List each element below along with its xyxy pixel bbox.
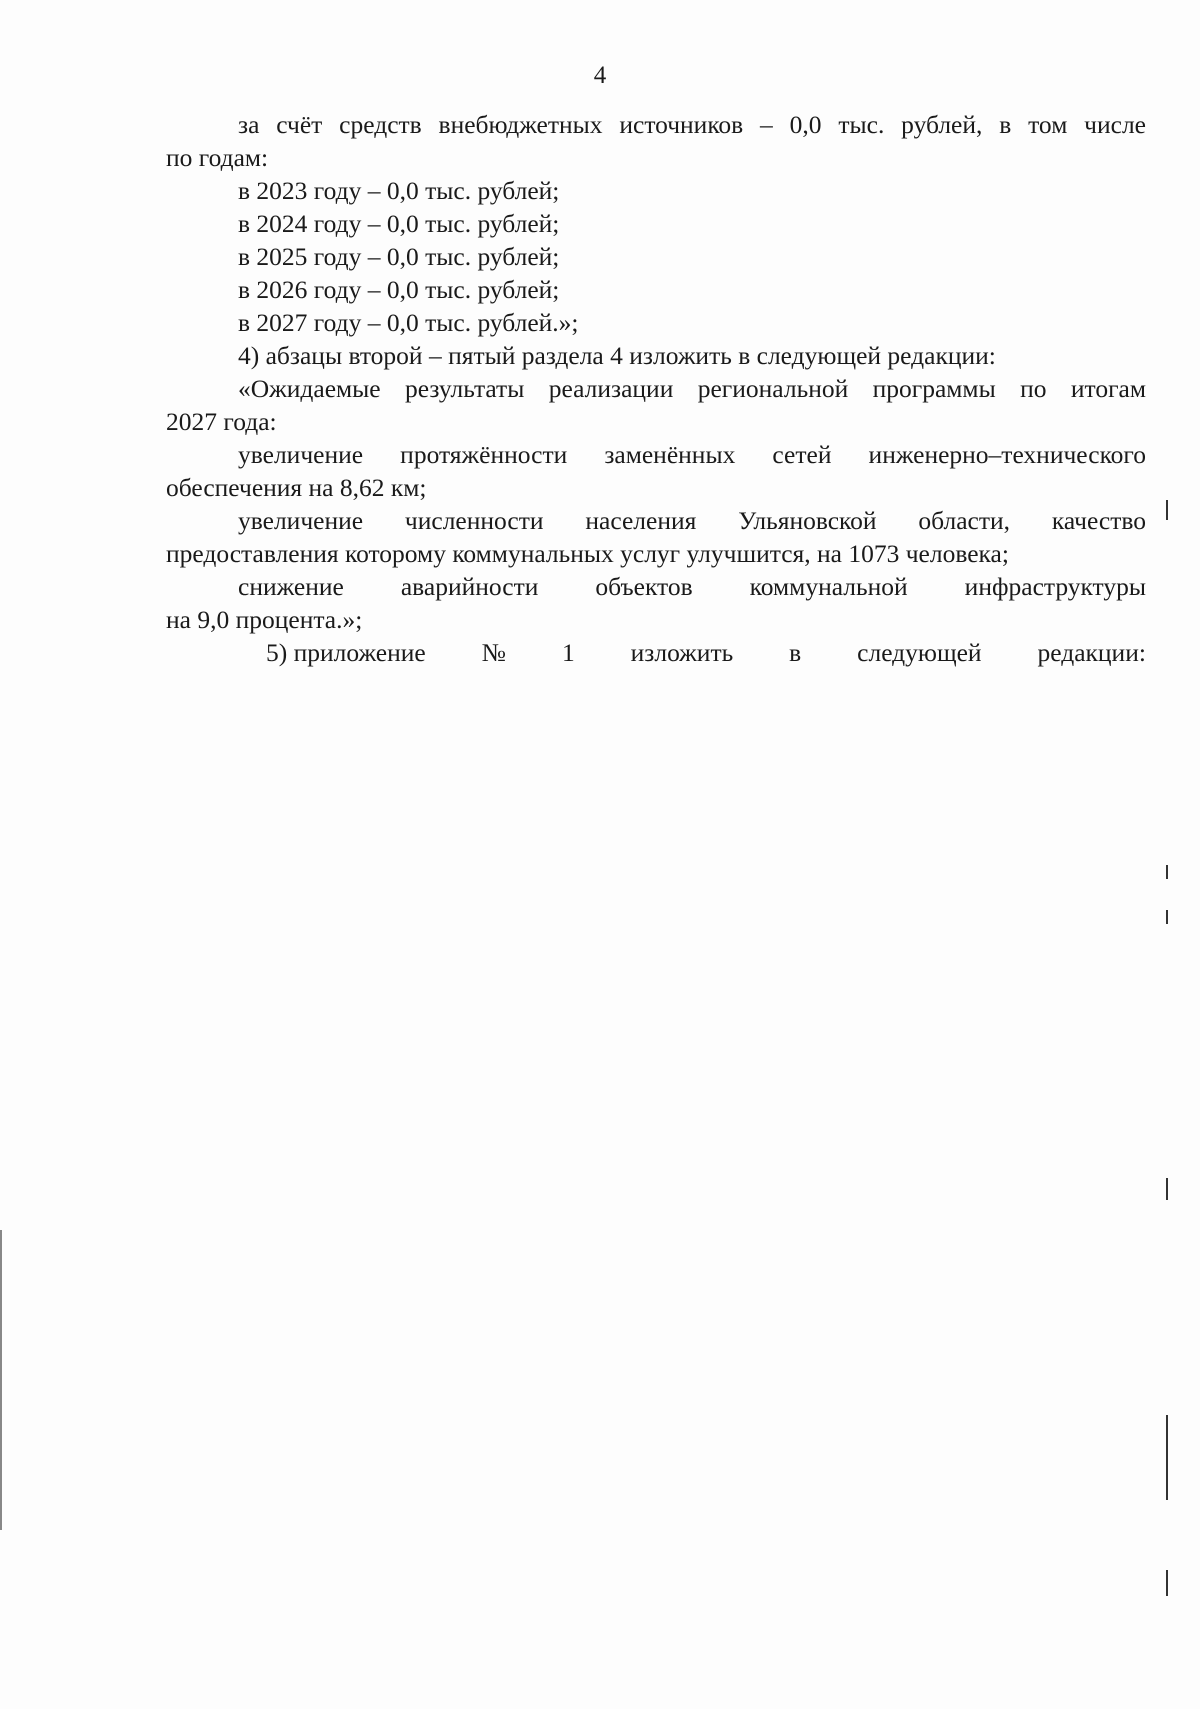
accidents-line: снижение аварийности объектов коммунальной инфраструктуры [238,572,1146,601]
scan-mark [1166,865,1168,879]
year-2027-line: в 2027 году – 0,0 тыс. рублей.»; [238,308,579,337]
year-2026-line: в 2026 году – 0,0 тыс. рублей; [238,275,560,304]
networks-line: увеличение протяжённости заменённых сетей инженерно–технического [238,440,1146,469]
year-2023-line: в 2023 году – 0,0 тыс. рублей; [238,176,560,205]
population-line: увеличение численности населения Ульяновской области, качество [238,506,1146,535]
item-5-word: 5) приложение [266,638,426,667]
item-5-line [166,636,1146,669]
expected-results-line: «Ожидаемые результаты реализации региональной программы по итогам [238,374,1146,403]
accidents-line: на 9,0 процента.»; [166,605,363,634]
page-number: 4 [593,62,607,89]
item-5-word: № [481,638,506,667]
document-body [166,108,1146,669]
year-2024-line: в 2024 году – 0,0 тыс. рублей; [238,209,560,238]
item-5-word: 1 [561,638,575,667]
item-5-word: следующей [857,638,982,667]
paragraph-line: за счёт средств внебюджетных источников – 0,0 тыс. рублей, в том числе [238,110,1146,139]
scan-mark [1166,1570,1168,1596]
item-5-word: редакции: [1037,638,1146,667]
networks-line: обеспечения на 8,62 км; [166,473,427,502]
year-2025-line: в 2025 году – 0,0 тыс. рублей; [238,242,560,271]
item-5-word: изложить [630,638,734,667]
scan-mark [1166,1178,1168,1200]
paragraph-line: по годам: [166,143,269,172]
scan-mark [1166,910,1168,924]
population-line: предоставления которому коммунальных услуг улучшится, на 1073 человека; [166,539,1009,568]
item-5-word: в [789,638,802,667]
item-4-line: 4) абзацы второй – пятый раздела 4 изложить в следующей редакции: [238,341,996,370]
scan-mark [1166,500,1168,520]
scan-mark [0,1230,2,1530]
scan-mark [1166,1440,1168,1500]
expected-results-line: 2027 года: [166,407,277,436]
